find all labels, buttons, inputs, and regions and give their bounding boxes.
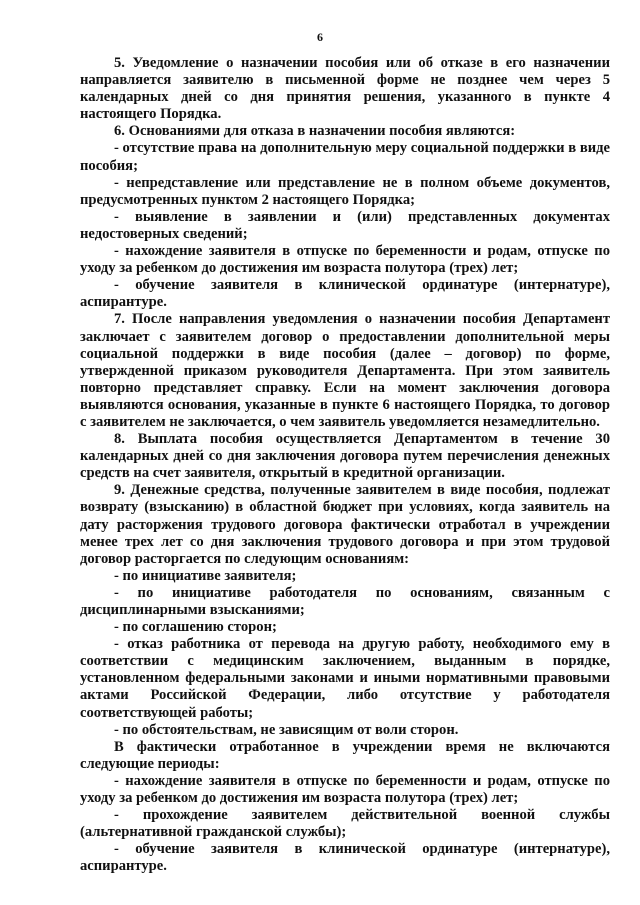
paragraph-item-5: 5. Уведомление о назначении пособия или об отказе в его назначении направляется заявителю в письменной форме не позднее чем через 5 календарных дней со дня принятия решения, указанного в пункте 4 настоящего Порядка. bbox=[80, 55, 610, 123]
paragraph-item-6: 6. Основаниями для отказа в назначении пособия являются: bbox=[114, 123, 516, 140]
list-item: - обучение заявителя в клинической ординатуре (интернатуре), аспирантуре. bbox=[80, 277, 610, 311]
list-item: - по инициативе заявителя; bbox=[114, 567, 297, 584]
paragraph-item-9: 9. Денежные средства, полученные заявителем в виде пособия, подлежат возврату (взысканию) в областной бюджет при условиях, когда заявитель на дату расторжения трудового договора фактически отработал в учреждении менее трех лет со дня заключения трудового договора и при этом трудовой договор расторгается по следующим основаниям: bbox=[80, 482, 610, 567]
list-item: - отказ работника от перевода на другую работу, необходимого ему в соответствии с медицинским заключением, выданным в порядке, установленном федеральными законами и иными нормативными правовыми актами Российской Федерации, либо отсутствие у работодателя соответствующей работы; bbox=[80, 636, 610, 721]
list-item: - нахождение заявителя в отпуске по беременности и родам, отпуске по уходу за ребенком до достижения им возраста полутора (трех) лет; bbox=[80, 243, 610, 277]
list-item: - по обстоятельствам, не зависящим от воли сторон. bbox=[114, 721, 459, 738]
page-number: 6 bbox=[317, 30, 323, 44]
list-item: - прохождение заявителем действительной военной службы (альтернативной гражданской службы); bbox=[80, 807, 610, 841]
list-item: - по инициативе работодателя по основаниям, связанным с дисциплинарными взысканиями; bbox=[80, 584, 610, 618]
document-body bbox=[80, 55, 610, 876]
list-item: - нахождение заявителя в отпуске по беременности и родам, отпуске по уходу за ребенком до достижения им возраста полутора (трех) лет; bbox=[80, 772, 610, 807]
paragraph-item-8: 8. Выплата пособия осуществляется Департаментом в течение 30 календарных дней со дня заключения договора путем перечисления денежных средств на счет заявителя, открытый в кредитной организации. bbox=[80, 431, 610, 482]
list-item: - отсутствие права на дополнительную меру социальной поддержки в виде пособия; bbox=[80, 140, 610, 174]
paragraph-item-7: 7. После направления уведомления о назначении пособия Департамент заключает с заявителем договор о предоставлении дополнительной меры социальной поддержки в виде пособия (далее – договор) по форме, утвержденной приказом руководителя Департамента. При этом заявитель повторно представляет справку. Если на момент заключения договора выявляются основания, указанные в пункте 6 настоящего Порядка, то договор с заявителем не заключается, о чем заявитель уведомляется незамедлительно. bbox=[80, 311, 610, 430]
list-item: - выявление в заявлении и (или) представленных документах недостоверных сведений; bbox=[80, 208, 610, 242]
list-item: - обучение заявителя в клинической ординатуре (интернатуре), аспирантуре. bbox=[80, 841, 610, 875]
paragraph-excluded-periods: В фактически отработанное в учреждении время не включаются следующие периоды: bbox=[80, 738, 610, 772]
list-item: - по соглашению сторон; bbox=[114, 619, 277, 636]
list-item: - непредставление или представление не в полном объеме документов, предусмотренных пунктом 2 настоящего Порядка; bbox=[80, 174, 610, 208]
